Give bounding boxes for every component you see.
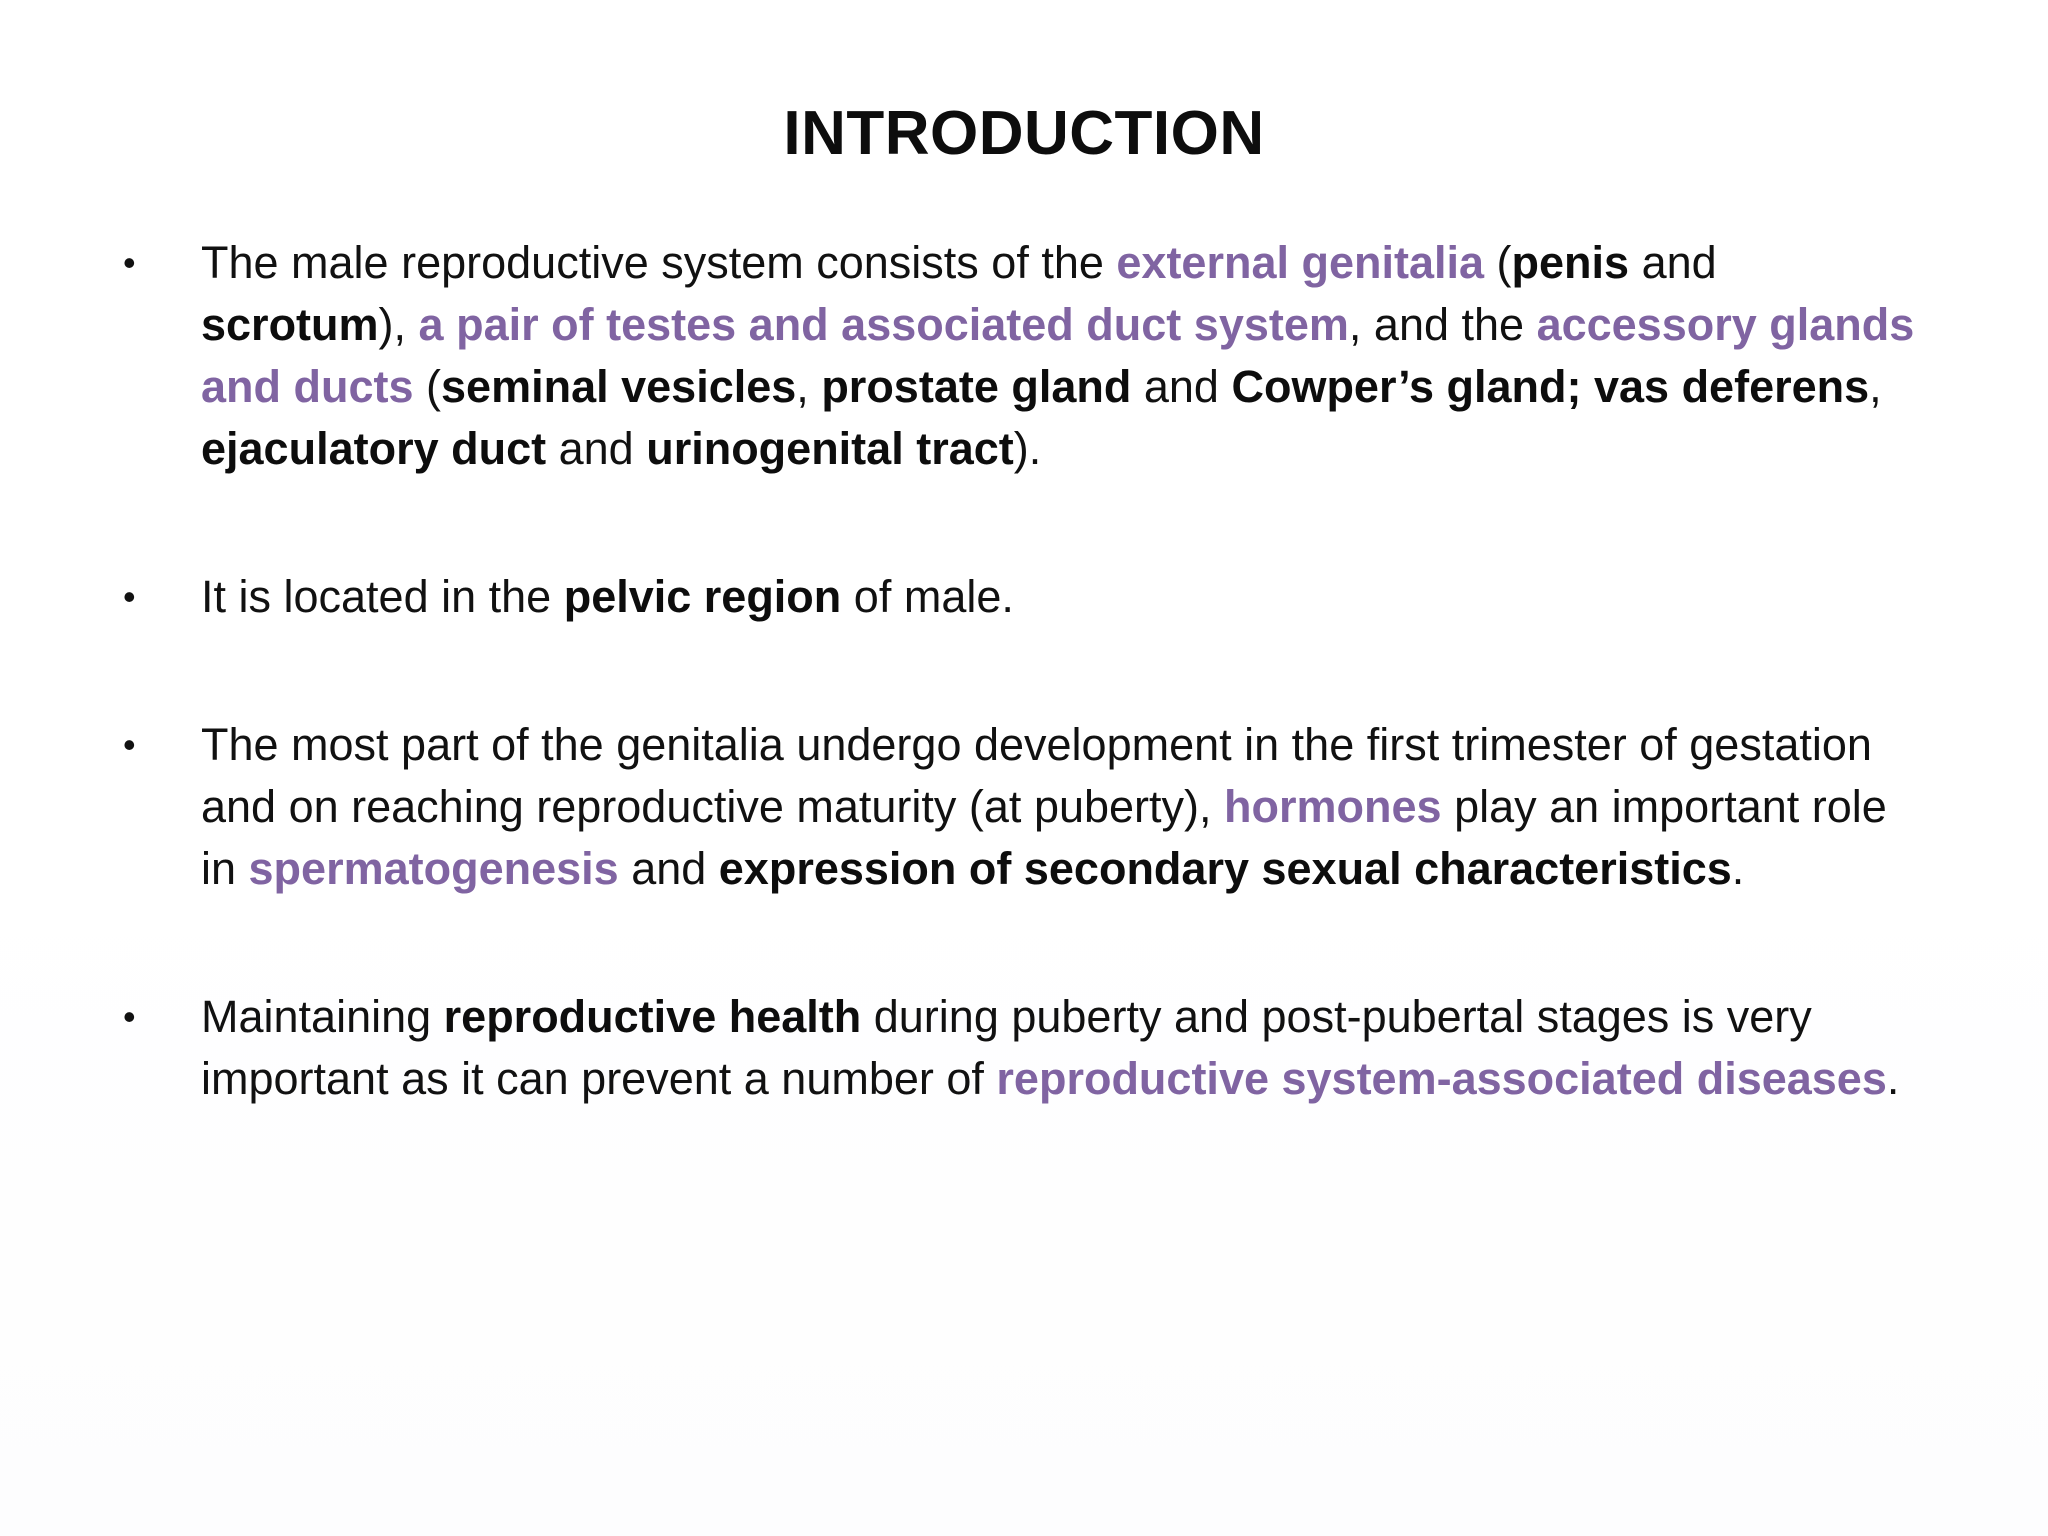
bold-term: penis [1511, 237, 1630, 288]
bullet-dot-icon: • [123, 242, 136, 283]
slide-title: INTRODUCTION [783, 99, 1265, 168]
bullet-text-segment: and [546, 423, 647, 474]
bullet-text-segment: The most part of the genitalia undergo development in the first trimester of gestation and on reaching reproductive maturity (at puberty), [201, 719, 1872, 832]
bullet-list [0, 232, 2048, 1110]
bullet-text [201, 719, 1887, 894]
highlighted-term: accessory glands and ducts [201, 299, 1915, 412]
bullet-text-segment: ( [413, 361, 442, 412]
bullet-text-segment: . [1731, 843, 1745, 894]
bullet-item [0, 232, 2048, 480]
bullet-text [201, 571, 1014, 622]
bold-term: prostate gland [821, 361, 1132, 412]
bullet-text-segment: ( [1484, 237, 1512, 288]
bullet-text-segment: . [1886, 1053, 1900, 1104]
bullet-text-segment: ). [1013, 423, 1042, 474]
bullet-dot-icon: • [123, 996, 136, 1037]
bullet-text-segment: , [1869, 361, 1882, 412]
bullet-text-segment: and [1131, 361, 1232, 412]
bullet-item [0, 986, 2048, 1110]
highlighted-term: hormones [1224, 781, 1442, 832]
bullet-text-segment: It is located in the [201, 571, 564, 622]
highlighted-term: a pair of testes and associated duct system [418, 299, 1349, 350]
bold-term: pelvic region [563, 571, 842, 622]
bullet-dot-icon: • [123, 724, 136, 765]
bold-term: seminal vesicles [441, 361, 797, 412]
bullet-text-segment: , [796, 361, 822, 412]
bullet-text-segment: Maintaining [201, 991, 444, 1042]
bullet-text [201, 991, 1899, 1104]
bold-term: Cowper’s gland; vas deferens [1231, 361, 1870, 412]
bullet-text-segment: during puberty and post-pubertal stages is very important as it can prevent a number of [201, 991, 1812, 1104]
bullet-item [0, 566, 2048, 628]
highlighted-term: external genitalia [1116, 237, 1485, 288]
bold-term: expression of secondary sexual characteristics [718, 843, 1732, 894]
bullet-text-segment: and [618, 843, 719, 894]
bold-term: reproductive health [443, 991, 862, 1042]
bullet-text-segment: The male reproductive system consists of the [201, 237, 1117, 288]
bold-term: ejaculatory duct [201, 423, 547, 474]
bullet-item [0, 714, 2048, 900]
bullet-text [201, 237, 1914, 474]
highlighted-term: spermatogenesis [248, 843, 619, 894]
bullet-dot-icon: • [123, 576, 136, 617]
bullet-text-segment: of male. [841, 571, 1014, 622]
bullet-text-segment: play an important role in [201, 781, 1887, 894]
bold-term: scrotum [201, 299, 379, 350]
highlighted-term: reproductive system-associated diseases [996, 1053, 1887, 1104]
bullet-text-segment: and [1629, 237, 1717, 288]
bold-term: urinogenital tract [646, 423, 1014, 474]
bullet-text-segment: ), [378, 299, 419, 350]
bullet-text-segment: , and the [1348, 299, 1537, 350]
